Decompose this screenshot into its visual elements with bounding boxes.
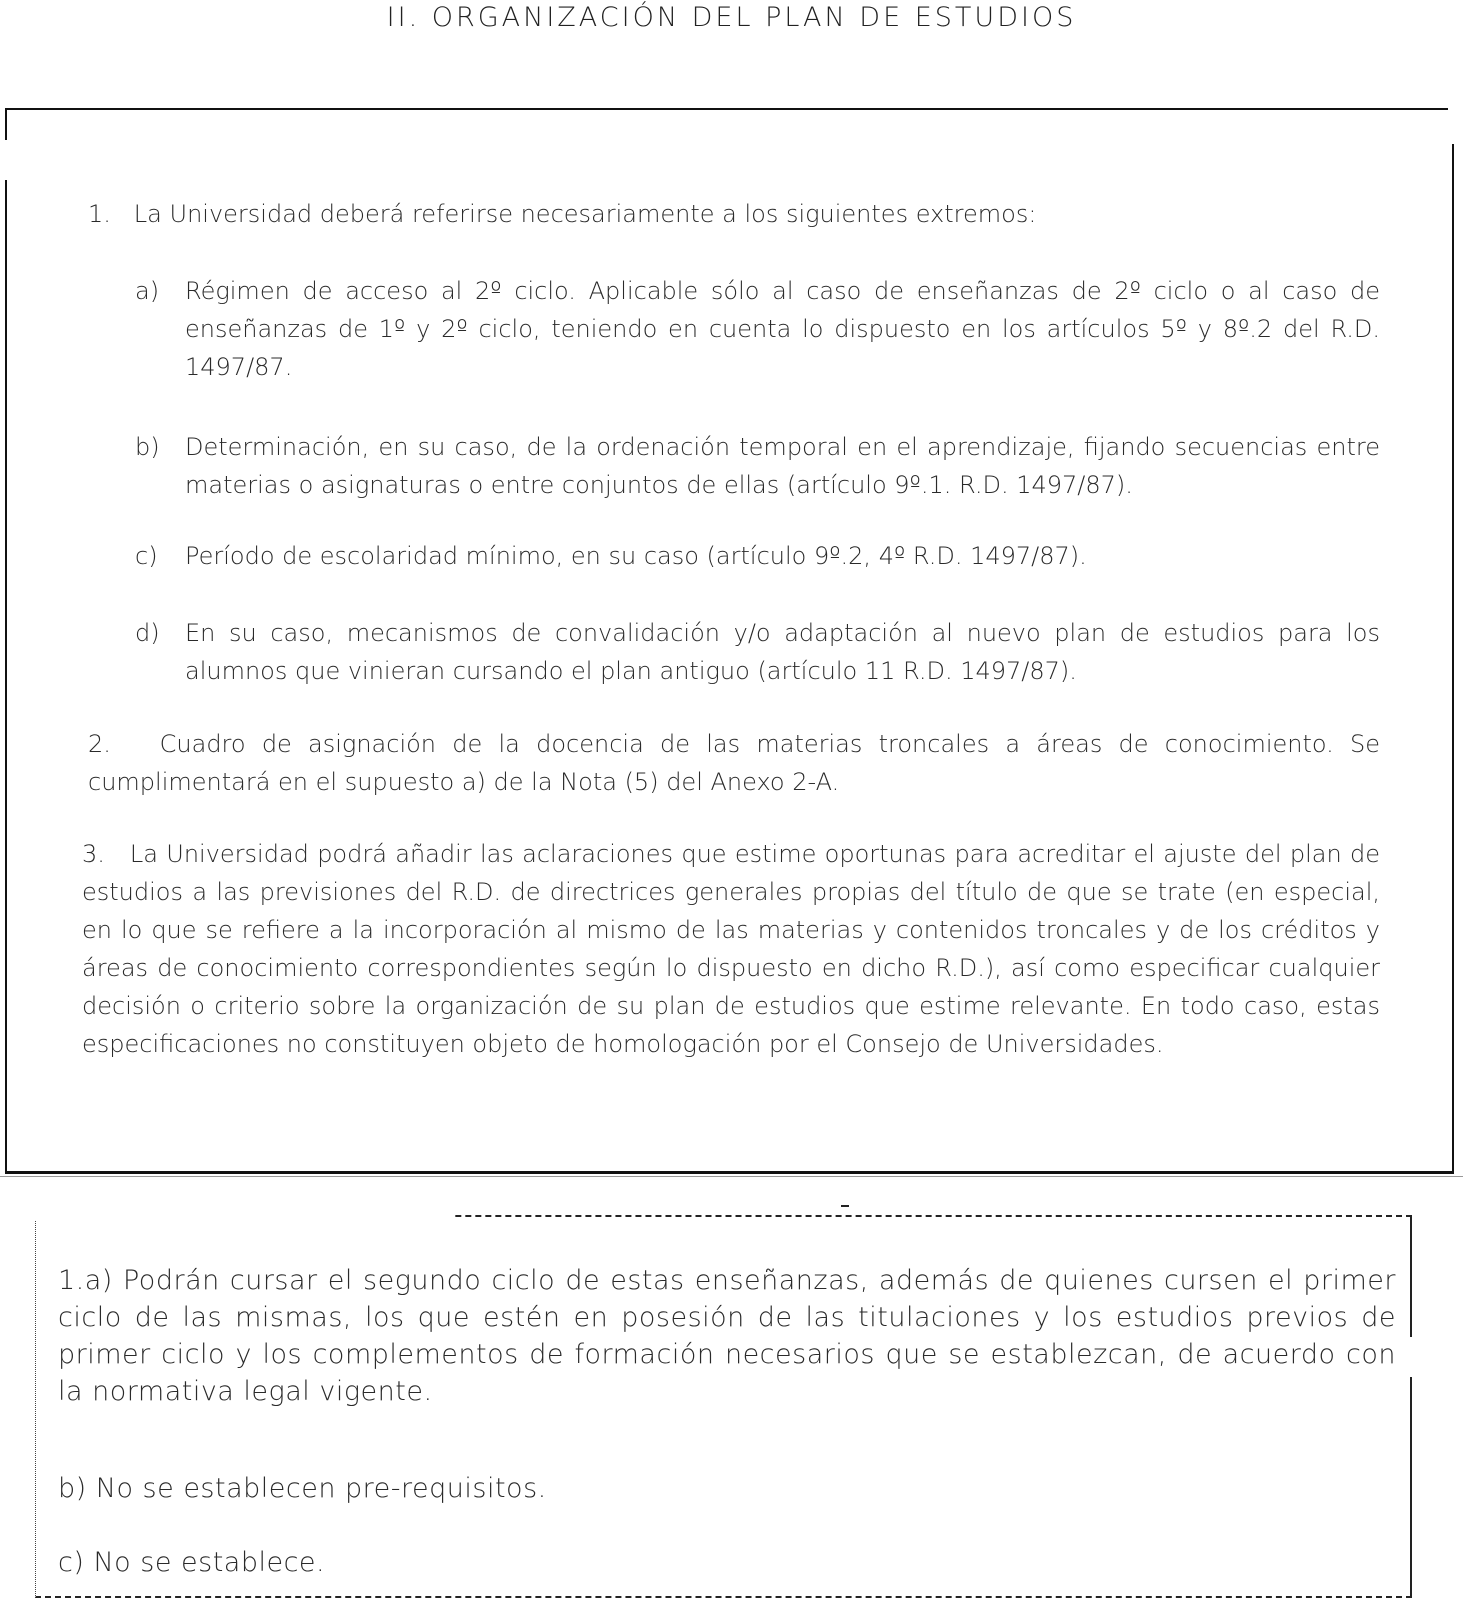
item-3 — [82, 835, 1380, 1063]
answer-a: 1.a) Podrán cursar el segundo ciclo de estas enseñanzas, además de quienes cursen el primer ciclo de las mismas, los que estén en posesión de las titulaciones y los estudios previos de primer ciclo y los complementos de formación necesarios que se establezcan, de acuerdo con la normativa legal vigente. — [58, 1265, 1396, 1407]
divider — [0, 1176, 1463, 1177]
subitem-d — [135, 614, 1380, 690]
subitem-c — [135, 537, 1380, 575]
item-3-number: 3. — [82, 840, 105, 868]
item-2-number: 2. — [88, 730, 111, 758]
item-1-number: 1. — [88, 200, 111, 228]
subitem-b-label: b) — [135, 433, 160, 461]
item-2-text: Cuadro de asignación de la docencia de las materias troncales a áreas de conocimiento. Se cumplimentará en el supuesto a) de la Nota (5) del Anexo 2-A. — [88, 730, 1381, 796]
subitem-d-text: En su caso, mecanismos de convalidación y/o adaptación al nuevo plan de estudios para los alumnos que vinieran cursando el plan antiguo (artículo 11 R.D. 1497/87). — [185, 619, 1380, 685]
item-2 — [88, 725, 1380, 801]
subitem-c-text: Período de escolaridad mínimo, en su caso (artículo 9º.2, 4º R.D. 1497/87). — [185, 542, 1087, 570]
subitem-a-label: a) — [135, 277, 160, 305]
page-title: II. ORGANIZACIÓN DEL PLAN DE ESTUDIOS — [386, 2, 1077, 33]
answer-b: b) No se establecen pre-requisitos. — [58, 1473, 547, 1504]
subitem-b — [135, 428, 1380, 504]
subitem-b-text: Determinación, en su caso, de la ordenación temporal en el aprendizaje, fijando secuencias entre materias o asignaturas o entre conjuntos de ellas (artículo 9º.1. R.D. 1497/87). — [185, 433, 1380, 499]
answer-c: c) No se establece. — [58, 1547, 326, 1578]
item-1 — [88, 195, 1378, 233]
item-1-text: La Universidad deberá referirse necesariamente a los siguientes extremos: — [133, 200, 1037, 228]
subitem-a-text: Régimen de acceso al 2º ciclo. Aplicable sólo al caso de enseñanzas de 2º ciclo o al caso de enseñanzas de 1º y 2º ciclo, teniendo en cuenta lo dispuesto en los artículos 5º y 8º.2 del R.D. 1497/87. — [185, 277, 1380, 381]
subitem-a — [135, 272, 1380, 386]
subitem-c-label: c) — [135, 542, 158, 570]
subitem-d-label: d) — [135, 619, 160, 647]
item-3-text: La Universidad podrá añadir las aclaraciones que estime oportunas para acreditar el ajuste del plan de estudios a las previsiones del R.D. de directrices generales propias del título de que se trate (en especial, en lo que se refiere a la incorporación al mismo de las materias y contenidos troncales y de los créditos y áreas de conocimiento correspondientes según lo dispuesto en dicho R.D.), así como especificar cualquier decisión o criterio sobre la organización de su plan de estudios que estime relevante. En todo caso, estas especificaciones no constituyen objeto de homologación por el Consejo de Universidades. — [82, 840, 1380, 1058]
